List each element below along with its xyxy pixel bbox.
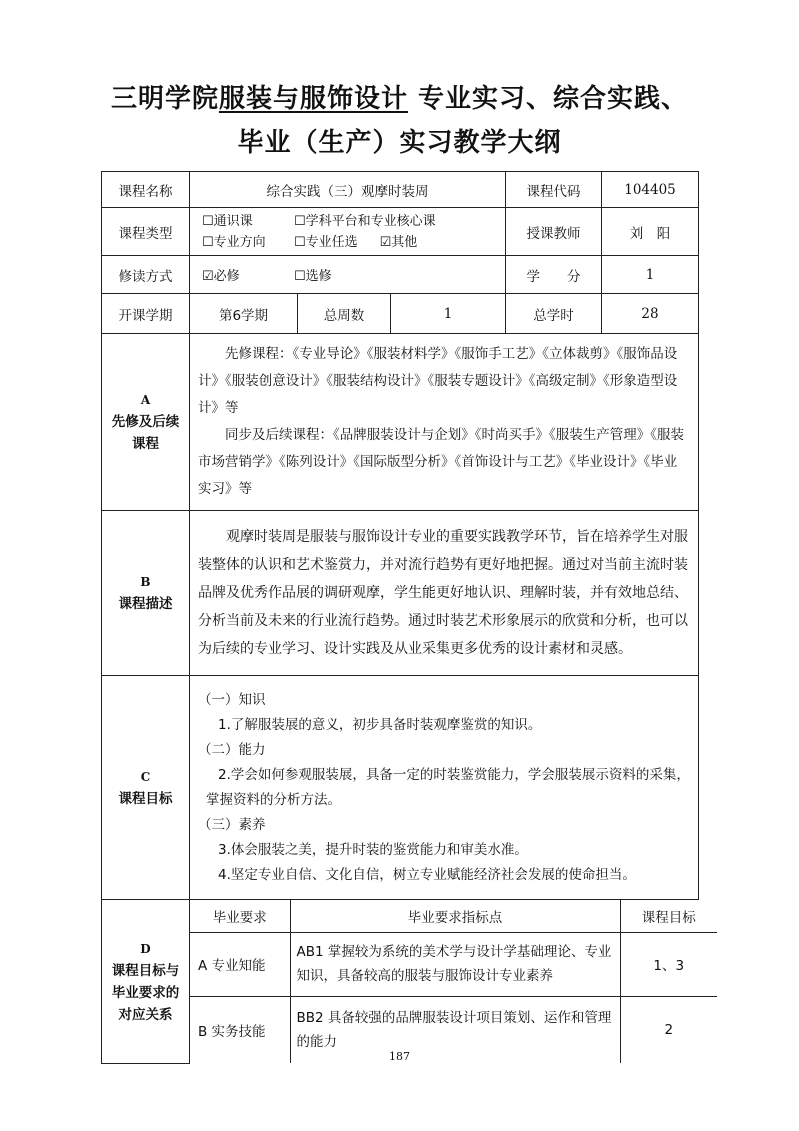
course-name-label: 课程名称 — [102, 172, 190, 208]
section-a-letter: A — [140, 393, 151, 407]
course-name-value: 综合实践（三）观摩时装周 — [190, 172, 506, 208]
option-general-course: ☐通识课 — [202, 213, 253, 229]
doc-title-line2: 毕业（生产）实习教学大纲 — [237, 128, 562, 158]
mapping-header-row — [190, 900, 717, 932]
row-study-mode — [102, 256, 699, 294]
option-elective-course: ☐专业任选 — [294, 234, 358, 250]
mapping-row — [190, 932, 717, 996]
teacher-label: 授课教师 — [506, 208, 602, 256]
goal-heading-knowledge: （一）知识 — [198, 691, 266, 708]
goal-3: 3.体会服装之美，提升时装的鉴赏能力和审美水准。 — [218, 841, 528, 858]
follow-up-courses: 同步及后续课程：《品牌服装设计与企划》《时尚买手》《服装生产管理》《服装市场营销学》《陈列设计》《国际版型分析》《首饰设计与工艺》《毕业设计》《毕业实习》等 — [198, 427, 684, 497]
weeks-label: 总周数 — [298, 294, 391, 334]
course-type-label: 课程类型 — [102, 208, 190, 256]
title-major: 服装与服饰设计 — [218, 84, 408, 114]
teacher-value: 刘 阳 — [602, 208, 699, 256]
semester-label: 开课学期 — [102, 294, 190, 334]
section-b-content — [190, 511, 699, 676]
option-group-2 — [294, 232, 505, 253]
section-b-label — [102, 511, 190, 676]
section-d-letter: D — [140, 941, 151, 956]
mapping-indicator: AB1 掌握较为系统的美术学与设计学基础理论、专业知识，具备较高的服装与服饰设计专业素养 — [290, 932, 620, 996]
goal-1: 1.了解服装展的意义，初步具备时装观摩鉴赏的知识。 — [218, 716, 542, 733]
option-other-course: ☑其他 — [379, 234, 418, 250]
weeks-value: 1 — [391, 294, 506, 334]
row-course-type — [102, 208, 699, 256]
goal-4: 4.坚定专业自信、文化自信，树立专业赋能经济社会发展的使命担当。 — [218, 866, 636, 883]
section-c-content — [190, 676, 699, 900]
option-core-course: ☐学科平台和专业核心课 — [294, 213, 436, 229]
goal-2 — [190, 763, 698, 813]
section-d-title-3: 对应关系 — [118, 1006, 173, 1023]
section-b-letter: B — [140, 575, 151, 589]
prerequisite-courses: 先修课程：《专业导论》《服装材料学》《服饰手工艺》《立体裁剪》《服饰品设计》《服装创意设计》《服装结构设计》《服装专题设计》《高级定制》《形象造型设计》等 — [198, 346, 678, 416]
header-indicator: 毕业要求指标点 — [290, 900, 620, 932]
mapping-table — [190, 900, 717, 1063]
mapping-goal: 1、3 — [620, 932, 717, 996]
row-section-b — [102, 511, 699, 676]
row-section-d — [102, 900, 699, 1064]
row-section-a — [102, 334, 699, 511]
goal-heading-quality: （三）素养 — [198, 816, 266, 833]
section-a-title-1: 先修及后续 — [111, 414, 180, 430]
mapping-indicator: BB2 具备较强的品牌服装设计项目策划、运作和管理的能力 — [290, 996, 620, 1063]
course-type-options — [190, 208, 506, 256]
section-c-label — [102, 676, 190, 900]
section-d-title-2: 毕业要求的 — [111, 984, 180, 1001]
semester-value: 第6学期 — [190, 294, 298, 334]
section-b-title: 课程描述 — [118, 596, 173, 612]
study-mode-options — [190, 256, 506, 294]
credit-value: 1 — [602, 256, 699, 294]
section-a-title-2: 课程 — [132, 436, 159, 452]
goal-2-text: 2.学会如何参观服装展，具备一定的时装鉴赏能力，学会服装展示资料的采集，掌握资料的分析方法。 — [206, 766, 690, 808]
section-a-label — [102, 334, 190, 511]
header-goal: 课程目标 — [620, 900, 717, 932]
course-code-label: 课程代码 — [506, 172, 602, 208]
mapping-requirement: A 专业知能 — [190, 932, 290, 996]
title-suffix: 专业实习、综合实践、 — [418, 84, 689, 114]
option-optional: ☐选修 — [294, 269, 332, 284]
goal-heading-ability: （二）能力 — [198, 741, 266, 758]
credit-label: 学 分 — [506, 256, 602, 294]
study-mode-label: 修读方式 — [102, 256, 190, 294]
section-d-label — [102, 900, 190, 1064]
section-d-content — [190, 900, 699, 1064]
mapping-goal: 2 — [620, 996, 717, 1063]
doc-title-line1 — [0, 78, 799, 115]
title-school: 三明学院 — [110, 84, 219, 114]
row-section-c — [102, 676, 699, 900]
row-course-name — [102, 172, 699, 208]
mapping-requirement: B 实务技能 — [190, 996, 290, 1063]
page-number: 187 — [389, 1050, 410, 1063]
row-semester — [102, 294, 699, 334]
hours-label: 总学时 — [506, 294, 602, 334]
section-d-title-1: 课程目标与 — [111, 962, 180, 979]
course-code-value: 104405 — [602, 172, 699, 208]
course-description: 观摩时装周是服装与服饰设计专业的重要实践教学环节，旨在培养学生对服装整体的认识和艺术鉴赏力，并对流行趋势有更好地把握。通过对当前主流时装品牌及优秀作品展的调研观摩，学生能更好地认识、理解时装，并有效地总结、分析当前及未来的行业流行趋势。通过时装艺术形象展示的欣赏和分析，也可以为后续的专业学习、设计实践及从业采集更多优秀的设计素材和灵感。 — [198, 529, 688, 657]
section-c-title: 课程目标 — [118, 790, 173, 807]
hours-value: 28 — [602, 294, 699, 334]
section-c-letter: C — [140, 769, 151, 784]
option-required: ☑必修 — [202, 269, 240, 284]
header-requirement: 毕业要求 — [190, 900, 290, 932]
option-direction-course: ☐专业方向 — [202, 234, 266, 250]
section-a-content — [190, 334, 699, 511]
syllabus-table — [101, 171, 699, 1064]
